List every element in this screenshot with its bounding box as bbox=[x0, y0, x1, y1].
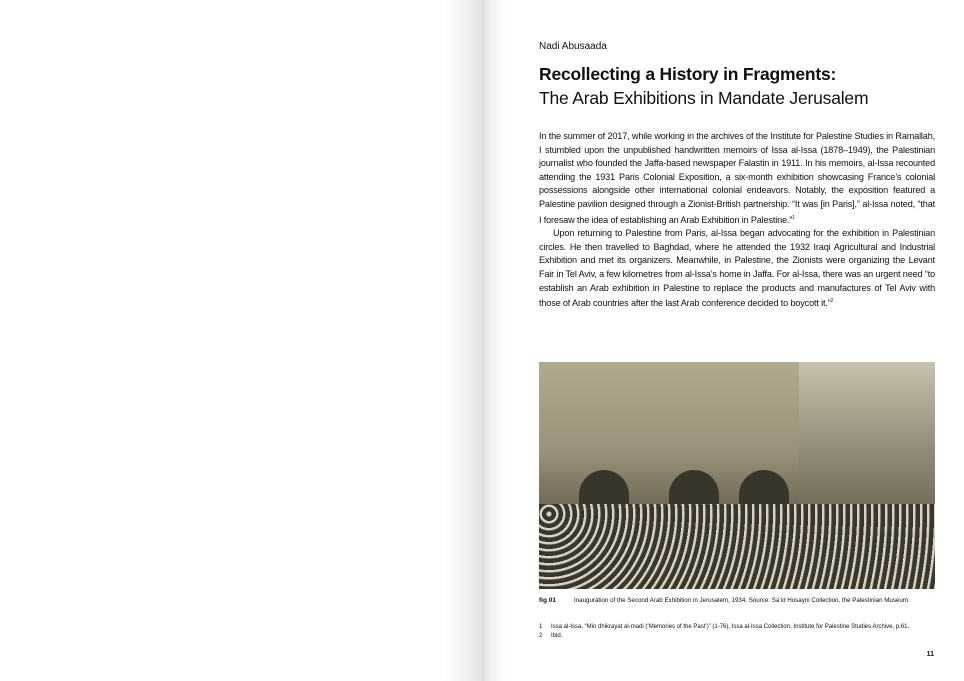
footnote-ref[interactable]: 1 bbox=[792, 214, 795, 221]
footnote-text: Ibid. bbox=[551, 633, 563, 639]
footnote bbox=[539, 632, 919, 641]
footnote bbox=[539, 623, 919, 632]
author-name: Nadi Abusaada bbox=[539, 41, 607, 52]
footnote-ref[interactable]: 2 bbox=[830, 298, 834, 305]
right-page bbox=[482, 0, 964, 681]
page-number: 11 bbox=[926, 651, 934, 658]
article-subtitle: The Arab Exhibitions in Mandate Jerusalem bbox=[539, 88, 869, 108]
footnote-text: Issa al-Issa, “Min dhikrayat al-madi (‘Memories of the Past’)” (1-76), Issa al-Issa Collection, Institute for Palestine Studies Archive, p.61. bbox=[551, 624, 910, 630]
figure-caption bbox=[539, 597, 910, 604]
figure-label: fig 01 bbox=[539, 597, 556, 604]
footnote-number: 1 bbox=[539, 624, 543, 630]
article-title: Recollecting a History in Fragments: bbox=[539, 64, 837, 84]
footnotes bbox=[539, 623, 919, 641]
paragraph-text: Upon returning to Palestine from Paris, al-Issa began advocating for the exhibition in Palestinian circles. He then travelled to Baghdad, where he attended the 1932 Iraqi Agricultural and Industrial Exhibition and met its organizers. Meanwhile, in Palestine, the Zionists were organizing the Levant Fair in Tel Aviv, a few kilometres from al-Issa’s home in Jaffa. For al-Issa, there was an urgent need “to establish an Arab exhibition in Palestine to replace the products and manufactures of Tel Aviv with those of Arab countries after the last Arab conference decided to boycott it.” bbox=[539, 228, 935, 309]
paragraph-text: In the summer of 2017, while working in the archives of the Institute for Palestine Studies in Ramallah, I stumbled upon the unpublished handwritten memoirs of Issa al-Issa (1878–1949), the Palestinian journalist who founded the Jaffa-based newspaper Falastin in 1911. In his memoirs, al-Issa recounted attending the 1931 Paris Colonial Exposition, a six-month exhibition showcasing France’s colonial possessions alongside other international colonial endeavors. Notably, the exposition featured a Palestine pavilion designed through a Zionist-British partnership. “It was [in Paris],” al-Issa noted, “that I foresaw the idea of establishing an Arab Exhibition in Palestine.” bbox=[539, 131, 935, 225]
paragraph bbox=[539, 130, 935, 227]
article-body bbox=[539, 130, 935, 311]
historical-photo bbox=[539, 362, 935, 589]
paragraph bbox=[539, 227, 935, 311]
figure-caption-text: Inauguration of the Second Arab Exhibition in Jerusalem, 1934. Source: Sa’id Husayni Collection, the Palestinian Museum. bbox=[573, 597, 910, 604]
footnote-number: 2 bbox=[539, 633, 543, 639]
